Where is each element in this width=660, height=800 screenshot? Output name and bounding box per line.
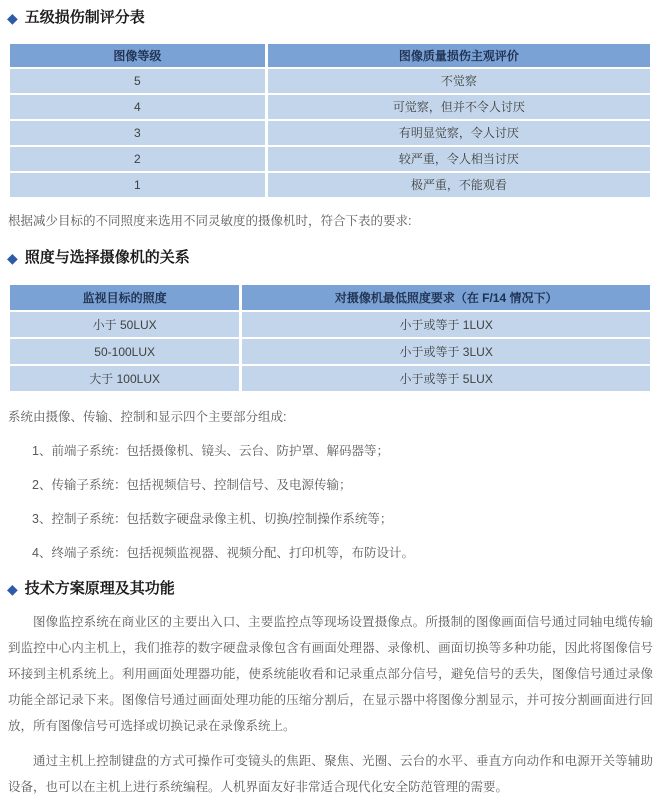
damage-rating-table bbox=[7, 42, 653, 199]
table-row bbox=[10, 147, 650, 171]
camera-lux-cell: 小于或等于 3LUX bbox=[242, 339, 650, 364]
evaluation-cell: 极严重，不能观看 bbox=[268, 173, 650, 197]
table-header-row bbox=[10, 44, 650, 67]
column-header: 对摄像机最低照度要求（在 F/14 情况下） bbox=[242, 285, 650, 310]
evaluation-cell: 有明显觉察，令人讨厌 bbox=[268, 121, 650, 145]
list-item-transmission-subsystem: 2、传输子系统：包括视频信号、控制信号、及电源传输； bbox=[32, 478, 352, 492]
column-header: 监视目标的照度 bbox=[10, 285, 239, 310]
list-item-front-subsystem: 1、前端子系统：包括摄像机、镜头、云台、防护罩、解码器等； bbox=[32, 444, 389, 458]
evaluation-cell: 不觉察 bbox=[268, 69, 650, 93]
column-header: 图像质量损伤主观评价 bbox=[268, 44, 650, 67]
table-row bbox=[10, 173, 650, 197]
diamond-icon: ◆ bbox=[7, 581, 18, 597]
grade-cell: 1 bbox=[10, 173, 265, 197]
target-lux-cell: 50-100LUX bbox=[10, 339, 239, 364]
list-item-terminal-subsystem: 4、终端子系统：包括视频监视器、视频分配、打印机等，布防设计。 bbox=[32, 546, 414, 560]
grade-cell: 3 bbox=[10, 121, 265, 145]
grade-cell: 5 bbox=[10, 69, 265, 93]
illuminance-note: 根据减少目标的不同照度来选用不同灵敏度的摄像机时，符合下表的要求: bbox=[8, 214, 412, 228]
column-header: 图像等级 bbox=[10, 44, 265, 67]
diamond-icon: ◆ bbox=[7, 10, 18, 26]
section-title-text: 五级损伤制评分表 bbox=[24, 9, 145, 26]
camera-lux-cell: 小于或等于 5LUX bbox=[242, 366, 650, 391]
table-row bbox=[10, 312, 650, 337]
evaluation-cell: 较严重，令人相当讨厌 bbox=[268, 147, 650, 171]
diamond-icon: ◆ bbox=[7, 250, 18, 266]
table-row bbox=[10, 69, 650, 93]
grade-cell: 4 bbox=[10, 95, 265, 119]
keyboard-control-paragraph: 通过主机上控制键盘的方式可操作可变镜头的焦距、聚焦、光圈、云台的水平、垂直方向动作和电源开关等辅助设备，也可以在主机上进行系统编程。人机界面友好非常适合现代化安全防范管理的需要。 bbox=[8, 754, 653, 794]
table-row bbox=[10, 121, 650, 145]
camera-lux-cell: 小于或等于 1LUX bbox=[242, 312, 650, 337]
list-item-control-subsystem: 3、控制子系统：包括数字硬盘录像主机、切换/控制操作系统等； bbox=[32, 512, 393, 526]
illuminance-table bbox=[7, 283, 653, 393]
table-header-row bbox=[10, 285, 650, 310]
evaluation-cell: 可觉察，但并不令人讨厌 bbox=[268, 95, 650, 119]
table-row bbox=[10, 339, 650, 364]
table-row bbox=[10, 95, 650, 119]
section-title-text: 照度与选择摄像机的关系 bbox=[24, 249, 190, 266]
technical-scheme-paragraph: 图像监控系统在商业区的主要出入口、主要监控点等现场设置摄像点。所摄制的图像画面信号通过同轴电缆传输到监控中心内主机上，我们推荐的数字硬盘录像包含有画面处理器、录像机、画面切换等多种功能，因此将图像信号环接到主机系统上。利用画面处理器功能，使系统能收看和记录重点部分信号，避免信号的丢失，图像信号通过录像功能全部记录下来。图像信号通过画面处理功能的压缩分割后，在显示器中将图像分割显示，并可按分割画面进行回放，所有图像信号可选择或切换记录在录像系统上。 bbox=[8, 615, 653, 733]
system-composition-intro: 系统由摄像、传输、控制和显示四个主要部分组成: bbox=[8, 410, 287, 424]
section-title-text: 技术方案原理及其功能 bbox=[24, 580, 175, 597]
table-row bbox=[10, 366, 650, 391]
grade-cell: 2 bbox=[10, 147, 265, 171]
section-title-damage-rating bbox=[7, 8, 653, 28]
target-lux-cell: 小于 50LUX bbox=[10, 312, 239, 337]
section-title-technical-scheme bbox=[7, 579, 653, 599]
target-lux-cell: 大于 100LUX bbox=[10, 366, 239, 391]
section-title-illuminance bbox=[7, 248, 653, 268]
